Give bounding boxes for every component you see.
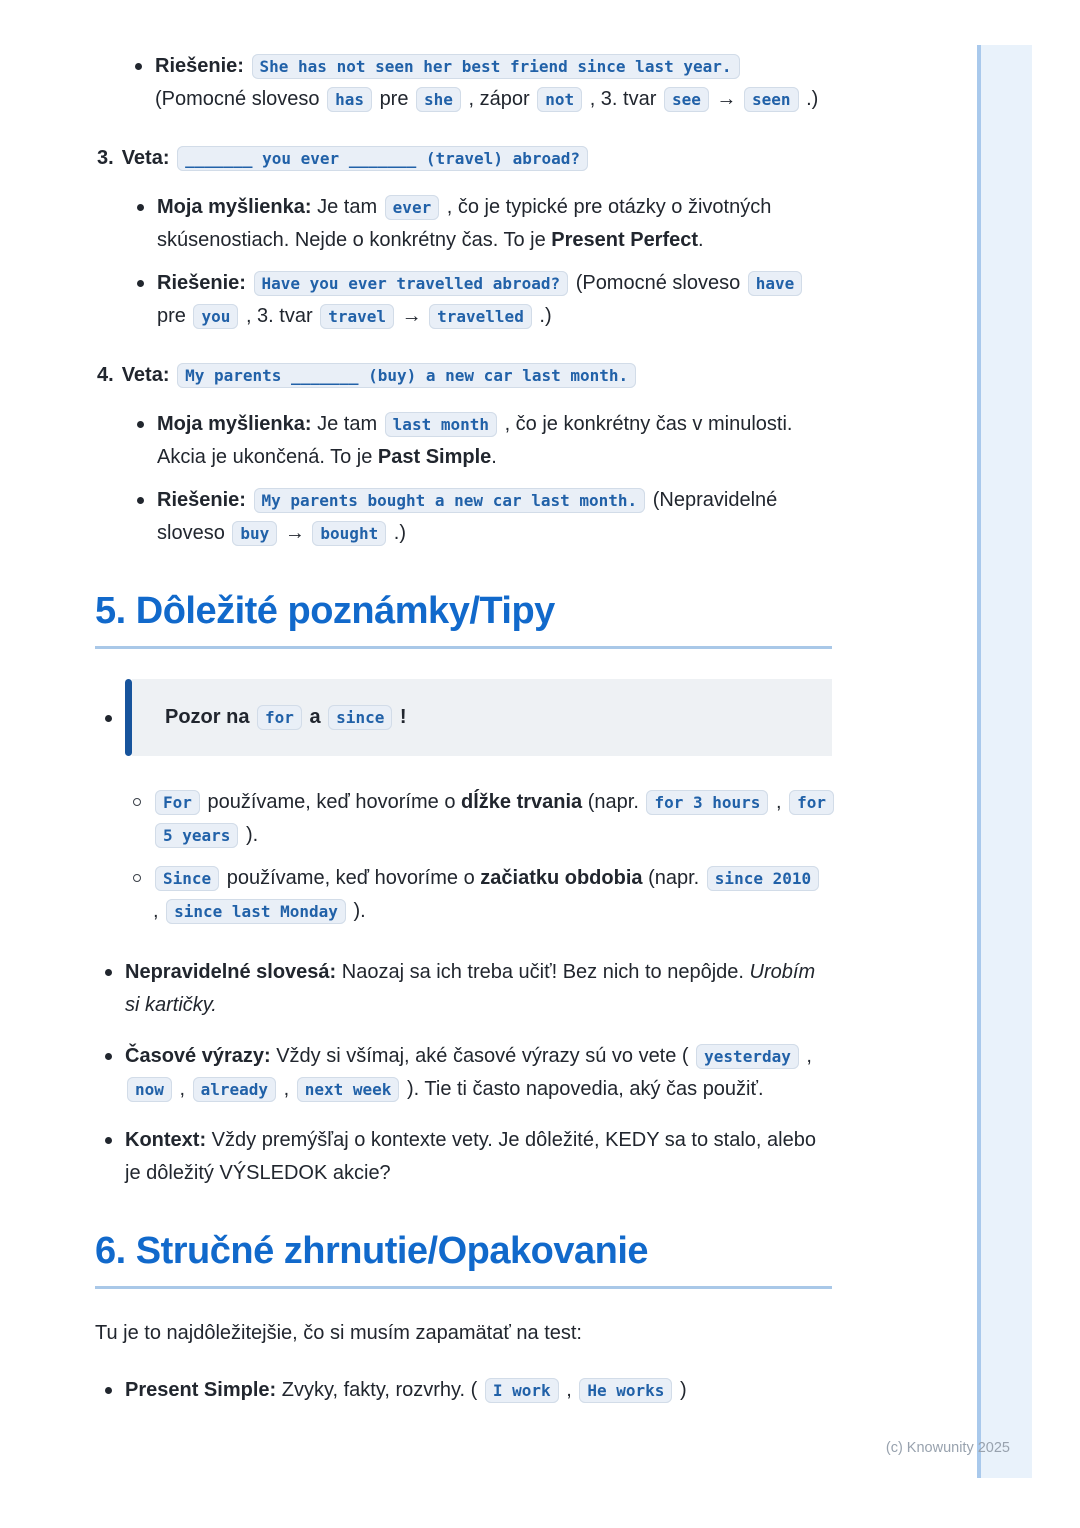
text-segment: , 3. tvar	[589, 88, 657, 110]
list-item	[137, 484, 832, 550]
code-chip: Since	[155, 866, 219, 891]
text-segment: (Pomocné sloveso	[155, 88, 320, 110]
list-item-callout	[105, 679, 832, 938]
text-segment: (Pomocné sloveso	[575, 272, 741, 294]
code-chip: for 3 hours	[646, 790, 768, 815]
text-segment: pre	[379, 88, 409, 110]
tips-list	[95, 679, 832, 1190]
text-segment: Je tam	[317, 413, 378, 435]
list-item	[137, 267, 832, 333]
text-segment: )	[679, 1379, 687, 1401]
bullet-icon	[105, 1387, 112, 1394]
italic-text: Urobím si kartičky.	[125, 961, 816, 1016]
text-segment: ,	[153, 900, 159, 922]
text-segment: .	[698, 229, 704, 251]
code-chip: since	[328, 705, 392, 730]
list-item	[137, 408, 832, 474]
code-chip: she	[416, 87, 461, 112]
code-chip: for	[257, 705, 302, 730]
bullet-icon	[105, 1137, 112, 1144]
code-chip: My parents _______ (buy) a new car last month.	[177, 363, 636, 388]
text-segment: , čo je konkrétny čas v minulosti. Akcia je ukončená. To je	[157, 413, 793, 468]
code-chip: ever	[385, 195, 440, 220]
code-chip: She has not seen her best friend since last year.	[252, 54, 740, 79]
list-item	[133, 862, 832, 928]
bullet-icon	[105, 969, 112, 976]
code-chip: see	[664, 87, 709, 112]
code-chip: I work	[485, 1378, 559, 1403]
item-label: Kontext:	[125, 1129, 207, 1151]
item-label: Riešenie:	[157, 489, 246, 511]
bold-text: !	[399, 706, 407, 728]
list-item	[137, 191, 832, 257]
bullet-icon	[137, 204, 144, 211]
item-label: Pozor na	[165, 706, 250, 728]
text-segment: Je tam	[317, 196, 378, 218]
text-segment: , 3. tvar	[245, 305, 313, 327]
code-chip: Have you ever travelled abroad?	[254, 271, 569, 296]
text-segment: ,	[566, 1379, 572, 1401]
text-segment: , zápor	[468, 88, 530, 110]
code-chip: not	[537, 87, 582, 112]
text-segment: .	[491, 446, 497, 468]
text-segment: pre	[157, 305, 186, 327]
numbered-item-heading	[97, 142, 832, 175]
text-segment: , čo je typické pre otázky o životných skúsenostiach. Nejde o konkrétny čas. To je	[157, 196, 772, 251]
bullet-icon	[137, 421, 144, 428]
code-chip: have	[748, 271, 803, 296]
arrow-text: →	[284, 522, 305, 544]
sentence4-sublist	[97, 408, 832, 550]
text-segment: Zvyky, fakty, rozvrhy. (	[281, 1379, 478, 1401]
item-label: Veta:	[121, 147, 170, 169]
item-label: Moja myšlienka:	[157, 196, 312, 218]
bullet-icon	[137, 280, 144, 287]
summary-intro: Tu je to najdôležitejšie, čo si musím zapamätať na test:	[95, 1322, 582, 1344]
sentence3-sublist	[97, 191, 832, 333]
text-segment: používame, keď hovoríme o	[226, 867, 475, 889]
numbered-item-heading	[97, 359, 832, 392]
text-segment: ). Tie ti často napovedia, aký čas použiť.	[406, 1078, 764, 1100]
text-segment: ).	[246, 824, 259, 846]
text-segment: Vždy si všímaj, aké časové výrazy sú vo vete (	[276, 1045, 689, 1067]
list-item	[105, 1040, 832, 1106]
code-chip: yesterday	[696, 1044, 799, 1069]
circle-bullet-icon	[133, 874, 141, 882]
code-chip: He works	[579, 1378, 672, 1403]
arrow-text: →	[401, 305, 422, 327]
code-chip: now	[127, 1077, 172, 1102]
text-segment: (Nepravidelné sloveso	[157, 489, 778, 544]
code-chip: bought	[312, 521, 386, 546]
callout-quote	[125, 679, 832, 756]
item-label: Veta:	[121, 364, 170, 386]
callout-sublist	[125, 786, 832, 928]
heading-divider	[95, 646, 832, 649]
text-segment: ,	[806, 1045, 812, 1067]
code-chip: since 2010	[707, 866, 819, 891]
heading-divider	[95, 1286, 832, 1289]
code-chip: already	[193, 1077, 276, 1102]
side-page-strip	[977, 45, 1032, 1478]
text-segment: (napr.	[648, 867, 700, 889]
section-heading-5: 5. Dôležité poznámky/Tipy	[95, 590, 555, 632]
item-label: Present Simple:	[125, 1379, 277, 1401]
code-chip: _______ you ever _______ (travel) abroad?	[177, 146, 588, 171]
text-segment: .)	[539, 305, 552, 327]
text-segment: (napr.	[587, 791, 639, 813]
bullet-icon	[105, 715, 112, 722]
text-segment: používame, keď hovoríme o	[207, 791, 456, 813]
code-chip: travelled	[429, 304, 532, 329]
bullet-icon	[135, 63, 142, 70]
code-chip: seen	[744, 87, 799, 112]
code-chip: next week	[297, 1077, 400, 1102]
code-chip: travel	[320, 304, 394, 329]
text-segment: Naozaj sa ich treba učiť! Bez nich to nepôjde.	[341, 961, 744, 983]
circle-bullet-icon	[133, 798, 141, 806]
item-label: Časové výrazy:	[125, 1045, 271, 1067]
item-label: Riešenie:	[157, 272, 246, 294]
numbered-item-3	[95, 142, 832, 333]
code-chip: For	[155, 790, 200, 815]
list-item	[105, 1374, 832, 1407]
list-item	[105, 956, 832, 1022]
text-segment: ).	[353, 900, 366, 922]
bold-text: začiatku obdobia	[480, 867, 643, 889]
bullet-icon	[105, 1053, 112, 1060]
summary-list	[95, 1374, 832, 1407]
item-label: Moja myšlienka:	[157, 413, 312, 435]
list-item	[135, 50, 832, 116]
code-chip: buy	[232, 521, 277, 546]
quote-body	[132, 679, 832, 756]
numbered-item-4	[95, 359, 832, 550]
text-segment: ,	[283, 1078, 290, 1100]
list-item-text	[155, 50, 832, 116]
bold-text: Present Perfect	[551, 229, 699, 251]
code-chip: for 5 years	[155, 790, 834, 848]
code-chip: last month	[385, 412, 497, 437]
code-chip: since last Monday	[166, 899, 346, 924]
code-chip: has	[327, 87, 372, 112]
quote-border	[125, 679, 132, 756]
list-item	[105, 1124, 832, 1190]
bold-text: dĺžke trvania	[461, 791, 583, 813]
item-number: 3.	[97, 147, 114, 169]
copyright-notice: (c) Knowunity 2025	[885, 1440, 1010, 1456]
text-segment: ,	[179, 1078, 186, 1100]
item-label: Riešenie:	[155, 55, 244, 77]
bold-text: a	[309, 706, 321, 728]
text-segment: .)	[806, 88, 819, 110]
bold-text: Past Simple	[377, 446, 492, 468]
text-segment: ,	[775, 791, 782, 813]
list-item	[133, 786, 832, 852]
arrow-text: →	[716, 88, 737, 110]
code-chip: you	[193, 304, 238, 329]
document-page	[95, 50, 832, 1407]
solution2-list	[95, 50, 832, 116]
section-heading-6: 6. Stručné zhrnutie/Opakovanie	[95, 1230, 649, 1272]
code-chip: My parents bought a new car last month.	[254, 488, 646, 513]
text-segment: Vždy premýšľaj o kontexte vety. Je dôležité, KEDY sa to stalo, alebo je dôležitý VÝSLEDOK akcie?	[125, 1129, 816, 1184]
bullet-icon	[137, 497, 144, 504]
item-label: Nepravidelné slovesá:	[125, 961, 337, 983]
text-segment: .)	[393, 522, 406, 544]
item-number: 4.	[97, 364, 114, 386]
